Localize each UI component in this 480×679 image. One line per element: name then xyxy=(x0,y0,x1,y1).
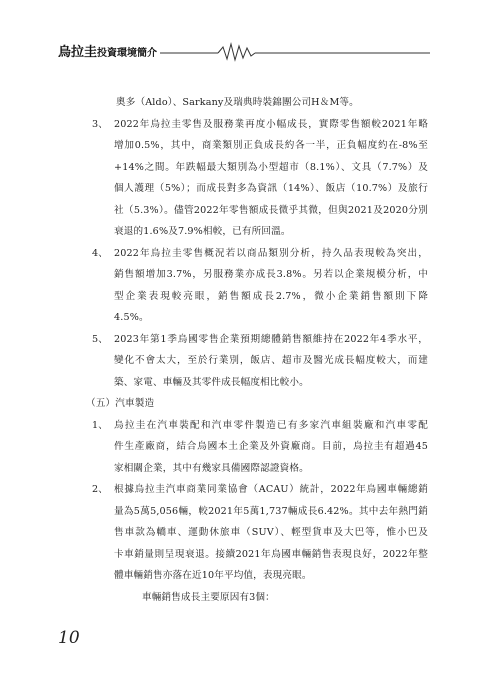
document-body xyxy=(72,92,428,608)
lead-line: 奧多（Aldo）、Sarkany及瑞典時裝錦團公司H＆M等。 xyxy=(116,97,359,108)
list-item-text xyxy=(114,415,428,480)
text-line: 2022年烏拉圭零售概況若以商品類別分析，持久品表現較為突出， xyxy=(114,247,428,259)
text-line: 售車款為轎車、運動休旅車（SUV）、輕型貨車及大巴等，惟小巴及 xyxy=(114,527,428,538)
list-item-number: 3、 xyxy=(92,118,108,130)
list-item xyxy=(72,329,428,394)
text-line: 增加0.5%，其中，商業類別正負成長約各一半，正負幅度約在-8%至 xyxy=(114,140,428,151)
text-line: 件生產廠商，結合烏國本土企業及外資廠商。目前，烏拉圭有超過45 xyxy=(114,441,428,452)
text-line: 4.5%。 xyxy=(114,312,149,323)
list-item-text xyxy=(114,243,428,329)
section-title: （五）汽車製造 xyxy=(86,398,155,409)
retail-items xyxy=(72,114,428,394)
list-item-number: 5、 xyxy=(92,333,108,345)
text-line: 個人護理（5%）；而成長對多為資訊（14%）、飯店（10.7%）及旅行 xyxy=(114,183,428,194)
list-item-number: 1、 xyxy=(92,419,108,431)
list-item-number: 2、 xyxy=(92,484,108,495)
header-title-sub: 投資環境簡介 xyxy=(97,48,158,59)
list-item xyxy=(72,479,428,587)
text-line: 烏拉圭在汽車裝配和汽車零件製造已有多家汽車組裝廠和汽車零配 xyxy=(114,419,428,431)
list-item-text xyxy=(114,479,428,587)
list-item-text xyxy=(114,114,428,243)
text-line: 變化不會太大，至於行業別，飯店、超市及醫光成長幅度較大，而建 xyxy=(114,355,428,366)
list-item-text xyxy=(114,329,428,394)
text-line: +14%之間。年跌幅最大類別為小型超市（8.1%）、文具（7.7%）及 xyxy=(114,161,428,173)
list-item-number: 4、 xyxy=(92,247,108,259)
text-line: 體車輛銷售亦落在近10年平均值，表現亮眼。 xyxy=(114,570,312,581)
list-item xyxy=(72,114,428,243)
text-line: 衰退的1.6%及7.9%相較，已有所回溫。 xyxy=(114,226,291,237)
text-line: 2022年烏拉圭零售及服務業再度小幅成長，實際零售額較2021年略 xyxy=(114,118,428,130)
text-line: 家相關企業，其中有幾家具備國際認證資格。 xyxy=(114,462,309,474)
closing-line: 車輛銷售成長主要原因有3個： xyxy=(142,591,275,603)
text-line: 量為5萬5,056輛，較2021年5萬1,737輛成長6.42%。其中去年熱門銷 xyxy=(114,505,428,517)
page-number: 10 xyxy=(58,628,80,648)
text-line: 型企業表現較亮眼，銷售額成長2.7%，微小企業銷售額則下降 xyxy=(114,290,428,302)
text-line: 銷售額增加3.7%，另服務業亦成長3.8%。另若以企業規模分析，中 xyxy=(114,269,428,280)
list-item xyxy=(72,243,428,329)
list-item xyxy=(72,415,428,480)
running-header xyxy=(58,38,430,64)
text-line: 社（5.3%）。儘管2022年零售額成長微乎其微，但與2021及2020分別 xyxy=(114,204,428,216)
header-title xyxy=(58,41,157,60)
header-title-main: 烏拉圭 xyxy=(58,45,98,60)
auto-items xyxy=(72,415,428,587)
text-line: 根據烏拉圭汽車商業同業協會（ACAU）統計，2022年烏國車輛總銷 xyxy=(114,484,428,495)
text-line: 築、家電、車輛及其零件成長幅度相比較小。 xyxy=(114,376,309,388)
text-line: 2023年第1季烏國零售企業預期總體銷售額維持在2022年4季水平， xyxy=(114,333,428,345)
text-line: 卡車銷量則呈現衰退。接續2021年烏國車輛銷售表現良好，2022年整 xyxy=(114,548,428,560)
